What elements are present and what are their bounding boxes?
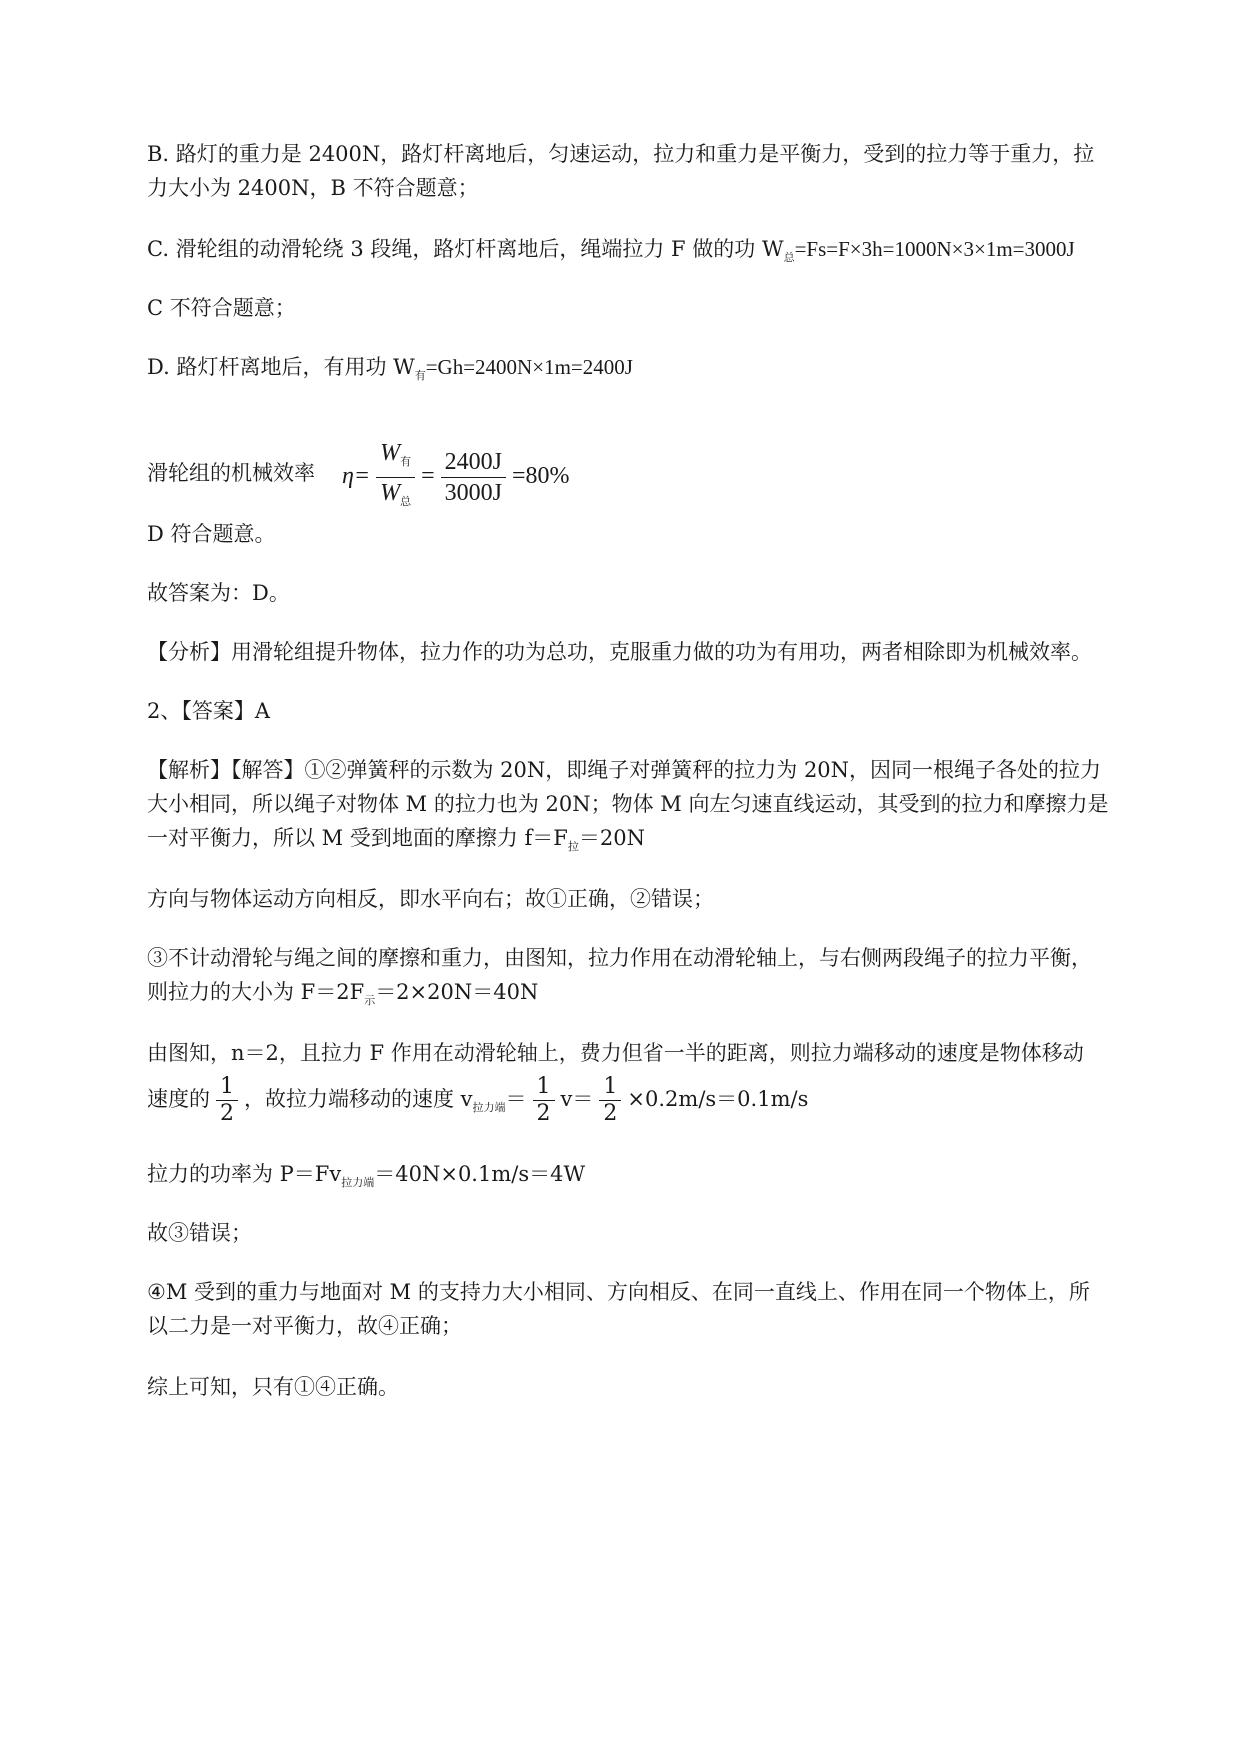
- efficiency-formula: [342, 438, 570, 517]
- solution-line-1: 【解析】【解答】①②弹簧秤的示数为 20N，即绳子对弹簧秤的拉力为 20N，因同一根绳子各处的拉力: [147, 758, 1102, 782]
- numerator: 2400J: [444, 449, 502, 475]
- text: 一对平衡力，所以 M 受到地面的摩擦力 f＝F: [147, 826, 568, 850]
- solution-line-8: [147, 1074, 808, 1127]
- numerator: 1: [536, 1074, 551, 1099]
- solution-line-6: [147, 977, 538, 1016]
- subscript: 拉力端: [472, 1101, 506, 1114]
- option-b-line-1: B. 路灯的重力是 2400N，路灯杆离地后，匀速运动，拉力和重力是平衡力，受到的拉力等于重力，拉: [147, 142, 1095, 166]
- option-d-line-2: D 符合题意。: [147, 522, 276, 546]
- analysis-line: 【分析】用滑轮组提升物体，拉力作的功为总功，克服重力做的功为有用功，两者相除即为机械效率。: [147, 640, 1092, 664]
- solution-line-9: [147, 1159, 585, 1198]
- text: 速度的: [147, 1087, 210, 1111]
- text: ＝: [505, 1087, 527, 1111]
- option-d-line-1: [147, 352, 633, 391]
- efficiency-equation: [147, 440, 570, 508]
- subscript: 总: [400, 496, 412, 508]
- w-fraction: [376, 438, 415, 517]
- half-fraction-2: [533, 1074, 555, 1127]
- text: v＝: [560, 1087, 594, 1111]
- denominator: 2: [536, 1101, 551, 1126]
- solution-line-5: ③不计动滑轮与绳之间的摩擦和重力，由图知，拉力作用在动滑轮轴上，与右侧两段绳子的拉力平衡，: [147, 946, 1092, 970]
- eta-symbol: η=: [342, 463, 371, 490]
- denominator: 2: [603, 1101, 618, 1126]
- text: ×0.2m/s＝0.1m/s: [627, 1087, 809, 1111]
- w-useful: W: [380, 440, 401, 466]
- subscript: 总: [783, 251, 795, 264]
- efficiency-label: 滑轮组的机械效率: [147, 461, 315, 485]
- subscript: 示: [364, 994, 376, 1007]
- denominator: 2: [220, 1101, 234, 1126]
- value-fraction: [441, 447, 506, 508]
- half-fraction-1: [216, 1074, 238, 1127]
- option-c-line-2: C 不符合题意；: [147, 296, 296, 320]
- numerator: 1: [603, 1074, 618, 1099]
- subscript: 拉力端: [341, 1176, 375, 1189]
- subscript: 有: [400, 456, 412, 468]
- subscript: 有: [414, 369, 426, 382]
- option-c-line-1: [147, 234, 1075, 273]
- solution-line-7: 由图知，n＝2，且拉力 F 作用在动滑轮轴上，费力但省一半的距离，则拉力端移动的速度是物体移动: [147, 1041, 1084, 1065]
- w-total: W: [380, 480, 401, 506]
- efficiency-result: =80%: [512, 463, 570, 490]
- text: 则拉力的大小为 F＝2F: [147, 980, 365, 1004]
- text: ＝40N×0.1m/s＝4W: [374, 1162, 586, 1186]
- solution-line-12: 以二力是一对平衡力，故④正确；: [147, 1314, 462, 1338]
- text: ＝2×20N＝40N: [375, 980, 539, 1004]
- answer-line: 故答案为：D。: [147, 581, 290, 605]
- text: 拉力的功率为 P＝Fv: [147, 1162, 342, 1186]
- q2-answer-line: 2、【答案】A: [147, 699, 271, 723]
- option-b-line-2: 力大小为 2400N，B 不符合题意；: [147, 176, 479, 200]
- text: C. 滑轮组的动滑轮绕 3 段绳，路灯杆离地后，绳端拉力 F 做的功 W: [147, 237, 784, 261]
- solution-line-4: 方向与物体运动方向相反，即水平向右；故①正确，②错误；: [147, 887, 714, 911]
- formula: =Gh=2400N×1m=2400J: [425, 355, 633, 379]
- solution-line-3: [147, 823, 645, 862]
- text: ＝20N: [578, 826, 645, 850]
- solution-line-13: 综上可知，只有①④正确。: [147, 1375, 399, 1399]
- solution-line-10: 故③错误；: [147, 1221, 252, 1245]
- text: ，故拉力端移动的速度 v: [244, 1087, 473, 1111]
- solution-line-2: 大小相同，所以绳子对物体 M 的拉力也为 20N；物体 M 向左匀速直线运动，其受到的拉力和摩擦力是: [147, 792, 1109, 816]
- equals: =: [421, 463, 435, 490]
- denominator: 3000J: [444, 480, 502, 506]
- subscript: 拉: [567, 840, 579, 853]
- solution-line-11: ④M 受到的重力与地面对 M 的支持力大小相同、方向相反、在同一直线上、作用在同一个物体上，所: [147, 1280, 1090, 1304]
- text: D. 路灯杆离地后，有用功 W: [147, 355, 415, 379]
- half-fraction-3: [599, 1074, 621, 1127]
- numerator: 1: [220, 1074, 234, 1099]
- formula: =Fs=F×3h=1000N×3×1m=3000J: [794, 237, 1075, 261]
